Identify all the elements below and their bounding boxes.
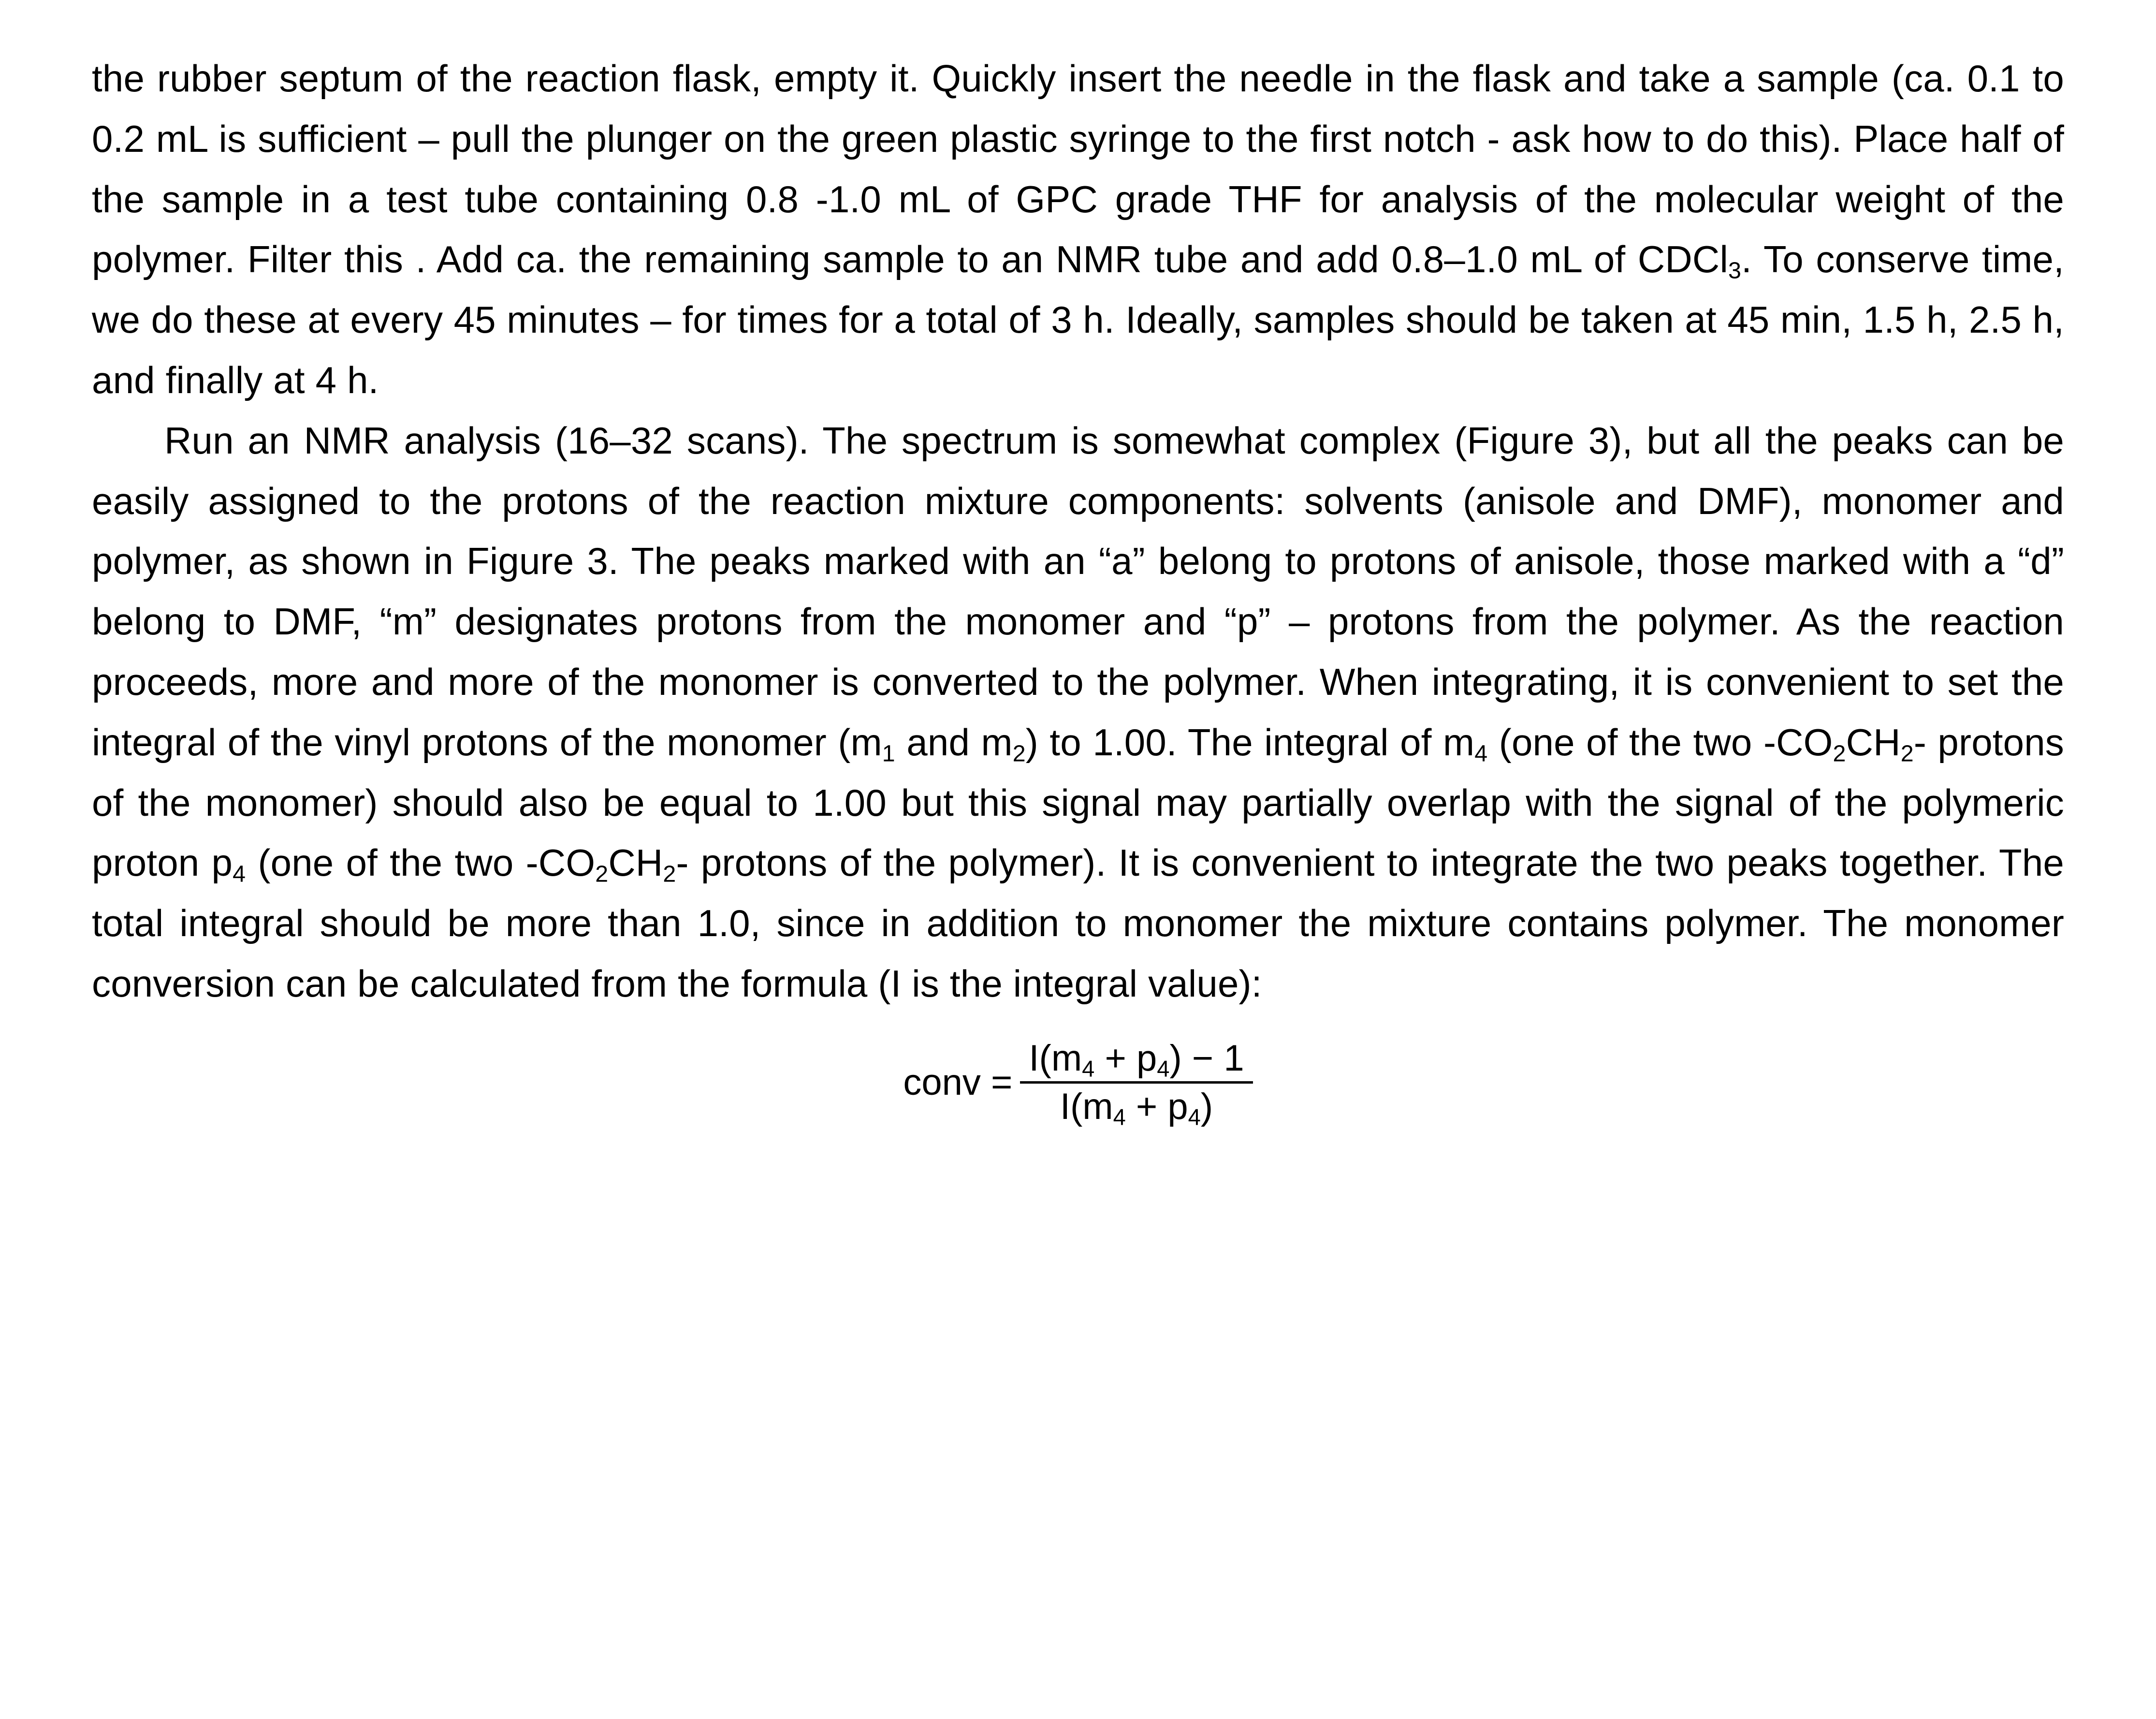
paragraph-text: Run an NMR analysis (16–32 scans). The spectrum is somewhat complex (Figure 3), but all the peaks can be easily assigned to the protons of the reaction mixture components: solvents (anisole and DMF), monomer and polymer, as shown in Figure 3. The peaks marked with an “a” belong to protons of anisole, those marked with a “d” belong to DMF, “m” designates protons from the monomer and “p” – protons from the polymer. As the reaction proceeds, more and more of the monomer is converted to the polymer. When integrating, it is convenient to set the integral of the vinyl protons of the monomer ($m_1$ and $m_2$) to 1.00. The integral of $m_4$ (one of the two $-CO_2CH_2-$ protons of the monomer) should also be equal to 1.00 but this signal may partially overlap with the signal of the polymeric proton $p_4$ (one of the two $-CO_2CH_2-$ protons of the polymer). It is convenient to integrate the two peaks together. The total integral should be more than 1.0, since in addition to monomer the mixture contains polymer. The monomer conversion can be calculated from the formula (I is the integral value): — [92, 419, 2064, 1005]
denominator-suffix: ) — [1200, 1086, 1213, 1127]
formula-numerator — [1020, 1035, 1253, 1081]
denominator-subscript-1: 4 — [1113, 1104, 1126, 1130]
numerator-subscript-2: 4 — [1157, 1056, 1170, 1081]
paragraph-sampling-procedure — [92, 48, 2064, 411]
paragraph-text: the rubber septum of the reaction flask, empty it. Quickly insert the needle in the flask and take a sample (ca. 0.1 to 0.2 mL is sufficient – pull the plunger on the green plastic syringe to the first notch - ask how to do this). Place half of the sample in a test tube containing 0.8 -1.0 mL of GPC grade THF for analysis of the molecular weight of the polymer. Filter this . Add ca. the remaining sample to an NMR tube and add 0.8–1.0 mL of CDCl$_3$. To conserve time, we do these at every 45 minutes – for times for a total of 3 h. Ideally, samples should be taken at 45 min, 1.5 h, 2.5 h, and finally at 4 h. — [92, 57, 2064, 401]
paragraph-nmr-analysis — [92, 411, 2064, 1014]
subscript: 1 — [882, 740, 895, 767]
denominator-middle: + p — [1125, 1086, 1188, 1127]
subscript: 2 — [1833, 740, 1846, 767]
denominator-prefix: I(m — [1060, 1086, 1113, 1127]
formula-body — [903, 1035, 1253, 1130]
formula-left-hand-side: conv = — [903, 1061, 1013, 1103]
numerator-suffix: ) − 1 — [1169, 1037, 1244, 1079]
subscript: 3 — [1728, 257, 1742, 284]
numerator-middle: + p — [1094, 1037, 1157, 1079]
subscript: 4 — [233, 861, 246, 887]
subscript: 2 — [1900, 740, 1914, 767]
formula-denominator — [1051, 1084, 1222, 1130]
formula-fraction — [1020, 1035, 1253, 1130]
subscript: 2 — [1012, 740, 1026, 767]
numerator-prefix: I(m — [1029, 1037, 1082, 1079]
conversion-formula — [92, 1035, 2064, 1130]
denominator-subscript-2: 4 — [1188, 1104, 1201, 1130]
numerator-subscript-1: 4 — [1082, 1056, 1095, 1081]
subscript: 4 — [1474, 740, 1488, 767]
subscript: 2 — [663, 861, 676, 887]
subscript: 2 — [595, 861, 609, 887]
